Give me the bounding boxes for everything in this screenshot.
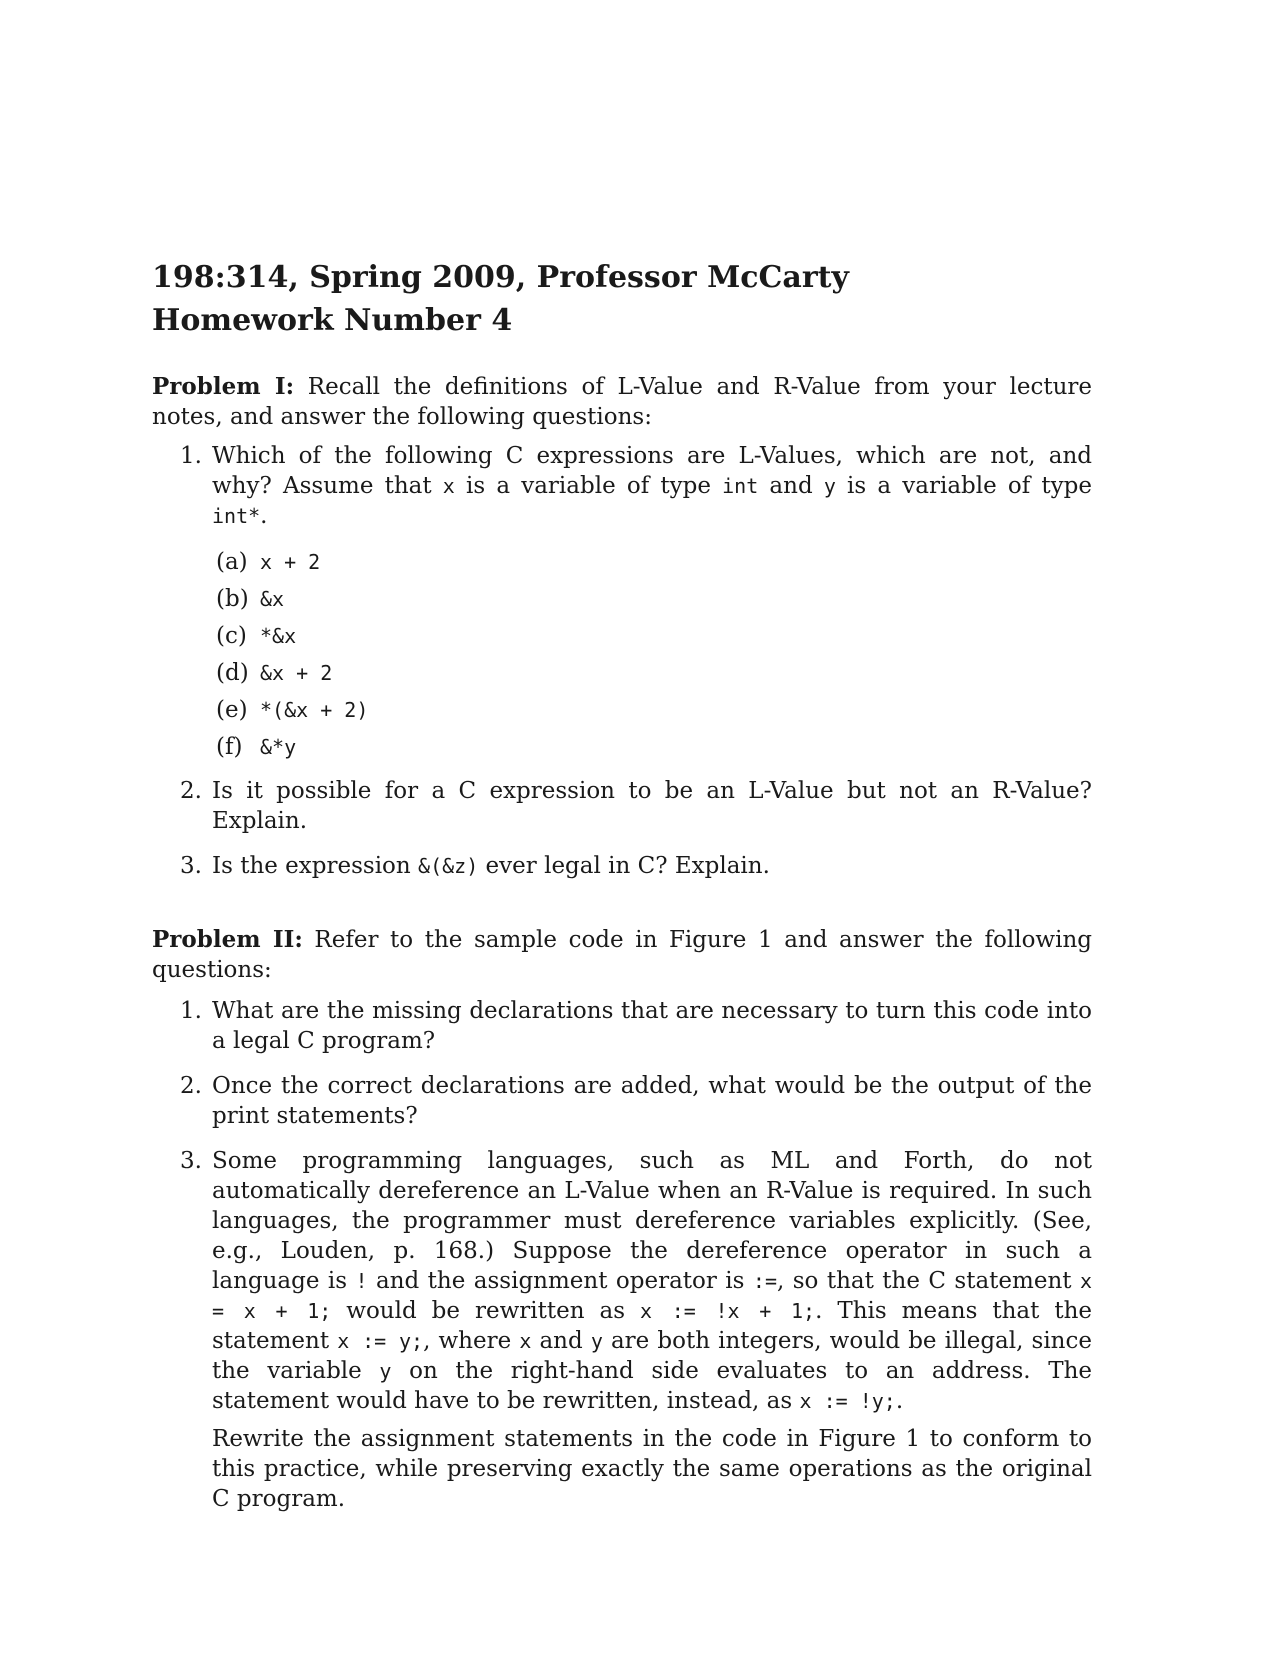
question-number: 2.	[180, 1073, 202, 1099]
expression-label: (b)	[216, 586, 249, 612]
problem-2-intro-text: Refer to the sample code in Figure 1 and answer the following questions:	[152, 927, 1092, 983]
question-text: on the right-hand side evaluates to an address. The statement would have to be rewritten, instead, as	[212, 1358, 1092, 1414]
expression-label: (e)	[216, 697, 248, 723]
code-fixed-statement: x := !y;	[799, 1389, 896, 1413]
problem-1-intro	[152, 372, 1092, 432]
expression-label: (a)	[216, 549, 248, 575]
problem-2-question-1	[152, 996, 1092, 1056]
question-number: 3.	[180, 1148, 202, 1174]
code-deref-operator: !	[355, 1269, 368, 1293]
question-text: Once the correct declarations are added, what would be the output of the print statements?	[212, 1073, 1092, 1129]
problem-2	[152, 925, 1092, 1514]
expression-code: x + 2	[260, 550, 321, 574]
code-y: y	[823, 474, 836, 498]
code-x: x	[442, 474, 455, 498]
homework-title: Homework Number 4	[152, 303, 513, 338]
expression-code: &x	[260, 587, 285, 611]
code-y: y	[590, 1329, 603, 1353]
expression-code: *&x	[260, 624, 297, 648]
question-text: .	[895, 1388, 904, 1414]
problem-1-question-3	[152, 851, 1092, 881]
question-text: . This means that the statement	[212, 1298, 1093, 1354]
expression-item	[152, 621, 1092, 651]
course-title: 198:314, Spring 2009, Professor McCarty	[152, 260, 849, 295]
expression-item	[152, 695, 1092, 725]
question-text: is a variable of type	[454, 473, 723, 499]
question-number: 1.	[180, 443, 202, 469]
question-text: Some programming languages, such as ML and Forth, do not automatically dereference an L-Value when an R-Value is required. In such languages, the programmer must dereference variables explicitly. (See, e.g., Louden, p. 168.) Suppose the dereference operator in such a language is	[212, 1148, 1092, 1294]
question-text: Is it possible for a C expression to be an L-Value but not an R-Value? Explain.	[212, 778, 1092, 834]
question-paragraph	[212, 1146, 1092, 1416]
question-text: and the assignment operator is	[367, 1268, 753, 1294]
document-content	[152, 256, 1092, 1514]
problem-1-intro-text: Recall the definitions of L-Value and R-Value from your lecture notes, and answer the following questions:	[152, 374, 1092, 430]
question-text: Is the expression	[212, 853, 419, 879]
expression-list	[152, 547, 1092, 762]
expression-label: (f)	[216, 734, 243, 760]
question-paragraph-2: Rewrite the assignment statements in the code in Figure 1 to conform to this practice, while preserving exactly the same operations as the original C program.	[212, 1426, 1092, 1512]
question-number: 2.	[180, 778, 202, 804]
code-y: y	[379, 1359, 392, 1383]
expression-item	[152, 584, 1092, 614]
problem-2-question-3	[152, 1146, 1092, 1514]
question-text: .	[260, 503, 268, 529]
problem-2-label: Problem II:	[152, 926, 303, 953]
question-text: , so that the C statement	[777, 1268, 1080, 1294]
question-text: is a variable of type	[835, 473, 1092, 499]
code-illegal-statement: x := y;	[337, 1329, 424, 1353]
problem-1	[152, 372, 1092, 881]
code-address-of-address: &(&z)	[418, 854, 479, 878]
question-text: What are the missing declarations that are necessary to turn this code into a legal C program?	[212, 998, 1092, 1054]
expression-item	[152, 658, 1092, 688]
expression-item	[152, 547, 1092, 577]
question-text: are both integers, would be illegal, since the variable	[212, 1328, 1092, 1384]
code-rewritten-statement: x := !x + 1;	[639, 1299, 816, 1323]
problem-2-question-2	[152, 1071, 1092, 1131]
code-c-statement: x = x + 1;	[212, 1269, 1092, 1323]
problem-1-label: Problem I:	[152, 373, 295, 400]
problem-1-question-2	[152, 776, 1092, 836]
problem-1-questions	[152, 441, 1092, 881]
question-number: 1.	[180, 998, 202, 1024]
expression-code: &*y	[260, 735, 297, 759]
problem-2-questions	[152, 996, 1092, 1514]
expression-item	[152, 732, 1092, 762]
code-assign-operator: :=	[752, 1269, 777, 1293]
expression-label: (c)	[216, 623, 247, 649]
question-text: ever legal in C? Explain.	[478, 853, 770, 879]
code-x: x	[519, 1329, 532, 1353]
code-int: int	[722, 474, 759, 498]
problem-2-intro	[152, 925, 1092, 985]
question-text: and	[758, 473, 824, 499]
question-text: Which of the following C expressions are L-Values, which are not, and why? Assume that	[212, 443, 1092, 499]
expression-label: (d)	[216, 660, 249, 686]
question-number: 3.	[180, 853, 202, 879]
question-text: , where	[423, 1328, 520, 1354]
question-text: and	[531, 1328, 591, 1354]
code-int-pointer: int*	[212, 504, 261, 528]
question-text: would be rewritten as	[331, 1298, 640, 1324]
expression-code: *(&x + 2)	[260, 698, 369, 722]
problem-1-question-1	[152, 441, 1092, 762]
course-header	[152, 256, 1092, 342]
expression-code: &x + 2	[260, 661, 333, 685]
